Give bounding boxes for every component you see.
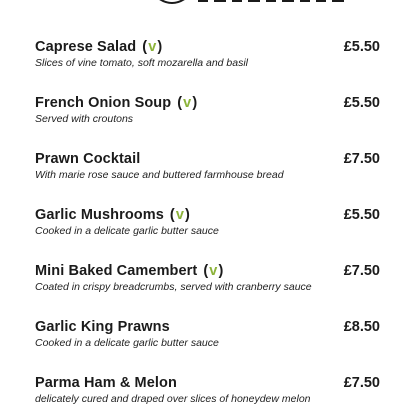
dish-name — [35, 95, 197, 112]
dish-price: £7.50 — [343, 263, 380, 279]
dish-description: Coated in crispy breadcrumbs, served with cranberry sauce — [35, 281, 312, 293]
dish-description: delicately cured and draped over slices of honeydew melon — [35, 393, 311, 405]
vegetarian-letter: v — [183, 95, 192, 111]
dish-price: £7.50 — [343, 151, 380, 167]
menu-item — [35, 319, 380, 359]
menu-item — [35, 207, 380, 247]
dish-price: £8.50 — [343, 319, 380, 335]
dish-name-text: Garlic Mushrooms — [35, 207, 164, 223]
dish-name-text: French Onion Soup — [35, 95, 172, 111]
dish-name — [35, 319, 170, 336]
dish-description: Cooked in a delicate garlic butter sauce — [35, 337, 219, 349]
vegetarian-badge: (v) — [177, 95, 198, 111]
vegetarian-badge: (v) — [142, 39, 163, 55]
dish-name-text: Prawn Cocktail — [35, 151, 141, 167]
menu-item — [35, 151, 380, 191]
vegetarian-letter: v — [209, 263, 218, 279]
dish-description: Cooked in a delicate garlic butter sauce — [35, 225, 219, 237]
dish-price: £5.50 — [343, 95, 380, 111]
dish-description: Served with croutons — [35, 113, 134, 125]
dish-name-text: Caprese Salad — [35, 39, 137, 55]
dish-description: Slices of vine tomato, soft mozarella and basil — [35, 57, 249, 69]
dish-name — [35, 151, 140, 168]
dish-price: £5.50 — [343, 39, 380, 55]
vegetarian-badge: (v) — [203, 263, 224, 279]
menu-item — [35, 95, 380, 135]
dish-name-text: Parma Ham & Melon — [35, 375, 177, 391]
dish-price: £5.50 — [343, 207, 380, 223]
vegetarian-letter: v — [175, 207, 185, 223]
dish-description: With marie rose sauce and buttered farmhouse bread — [35, 169, 284, 181]
dish-name — [35, 263, 223, 280]
dish-name — [35, 375, 177, 392]
vegetarian-badge: (v) — [169, 207, 190, 223]
dish-name-text: Mini Baked Camembert — [35, 263, 198, 279]
vegetarian-letter: v — [148, 39, 157, 55]
dish-name-text: Garlic King Prawns — [35, 319, 170, 335]
menu-item — [35, 263, 380, 303]
menu-item — [35, 39, 380, 79]
dish-price: £7.50 — [343, 375, 380, 391]
menu-item — [35, 375, 380, 415]
dish-name — [35, 207, 190, 224]
dish-name — [35, 39, 162, 56]
